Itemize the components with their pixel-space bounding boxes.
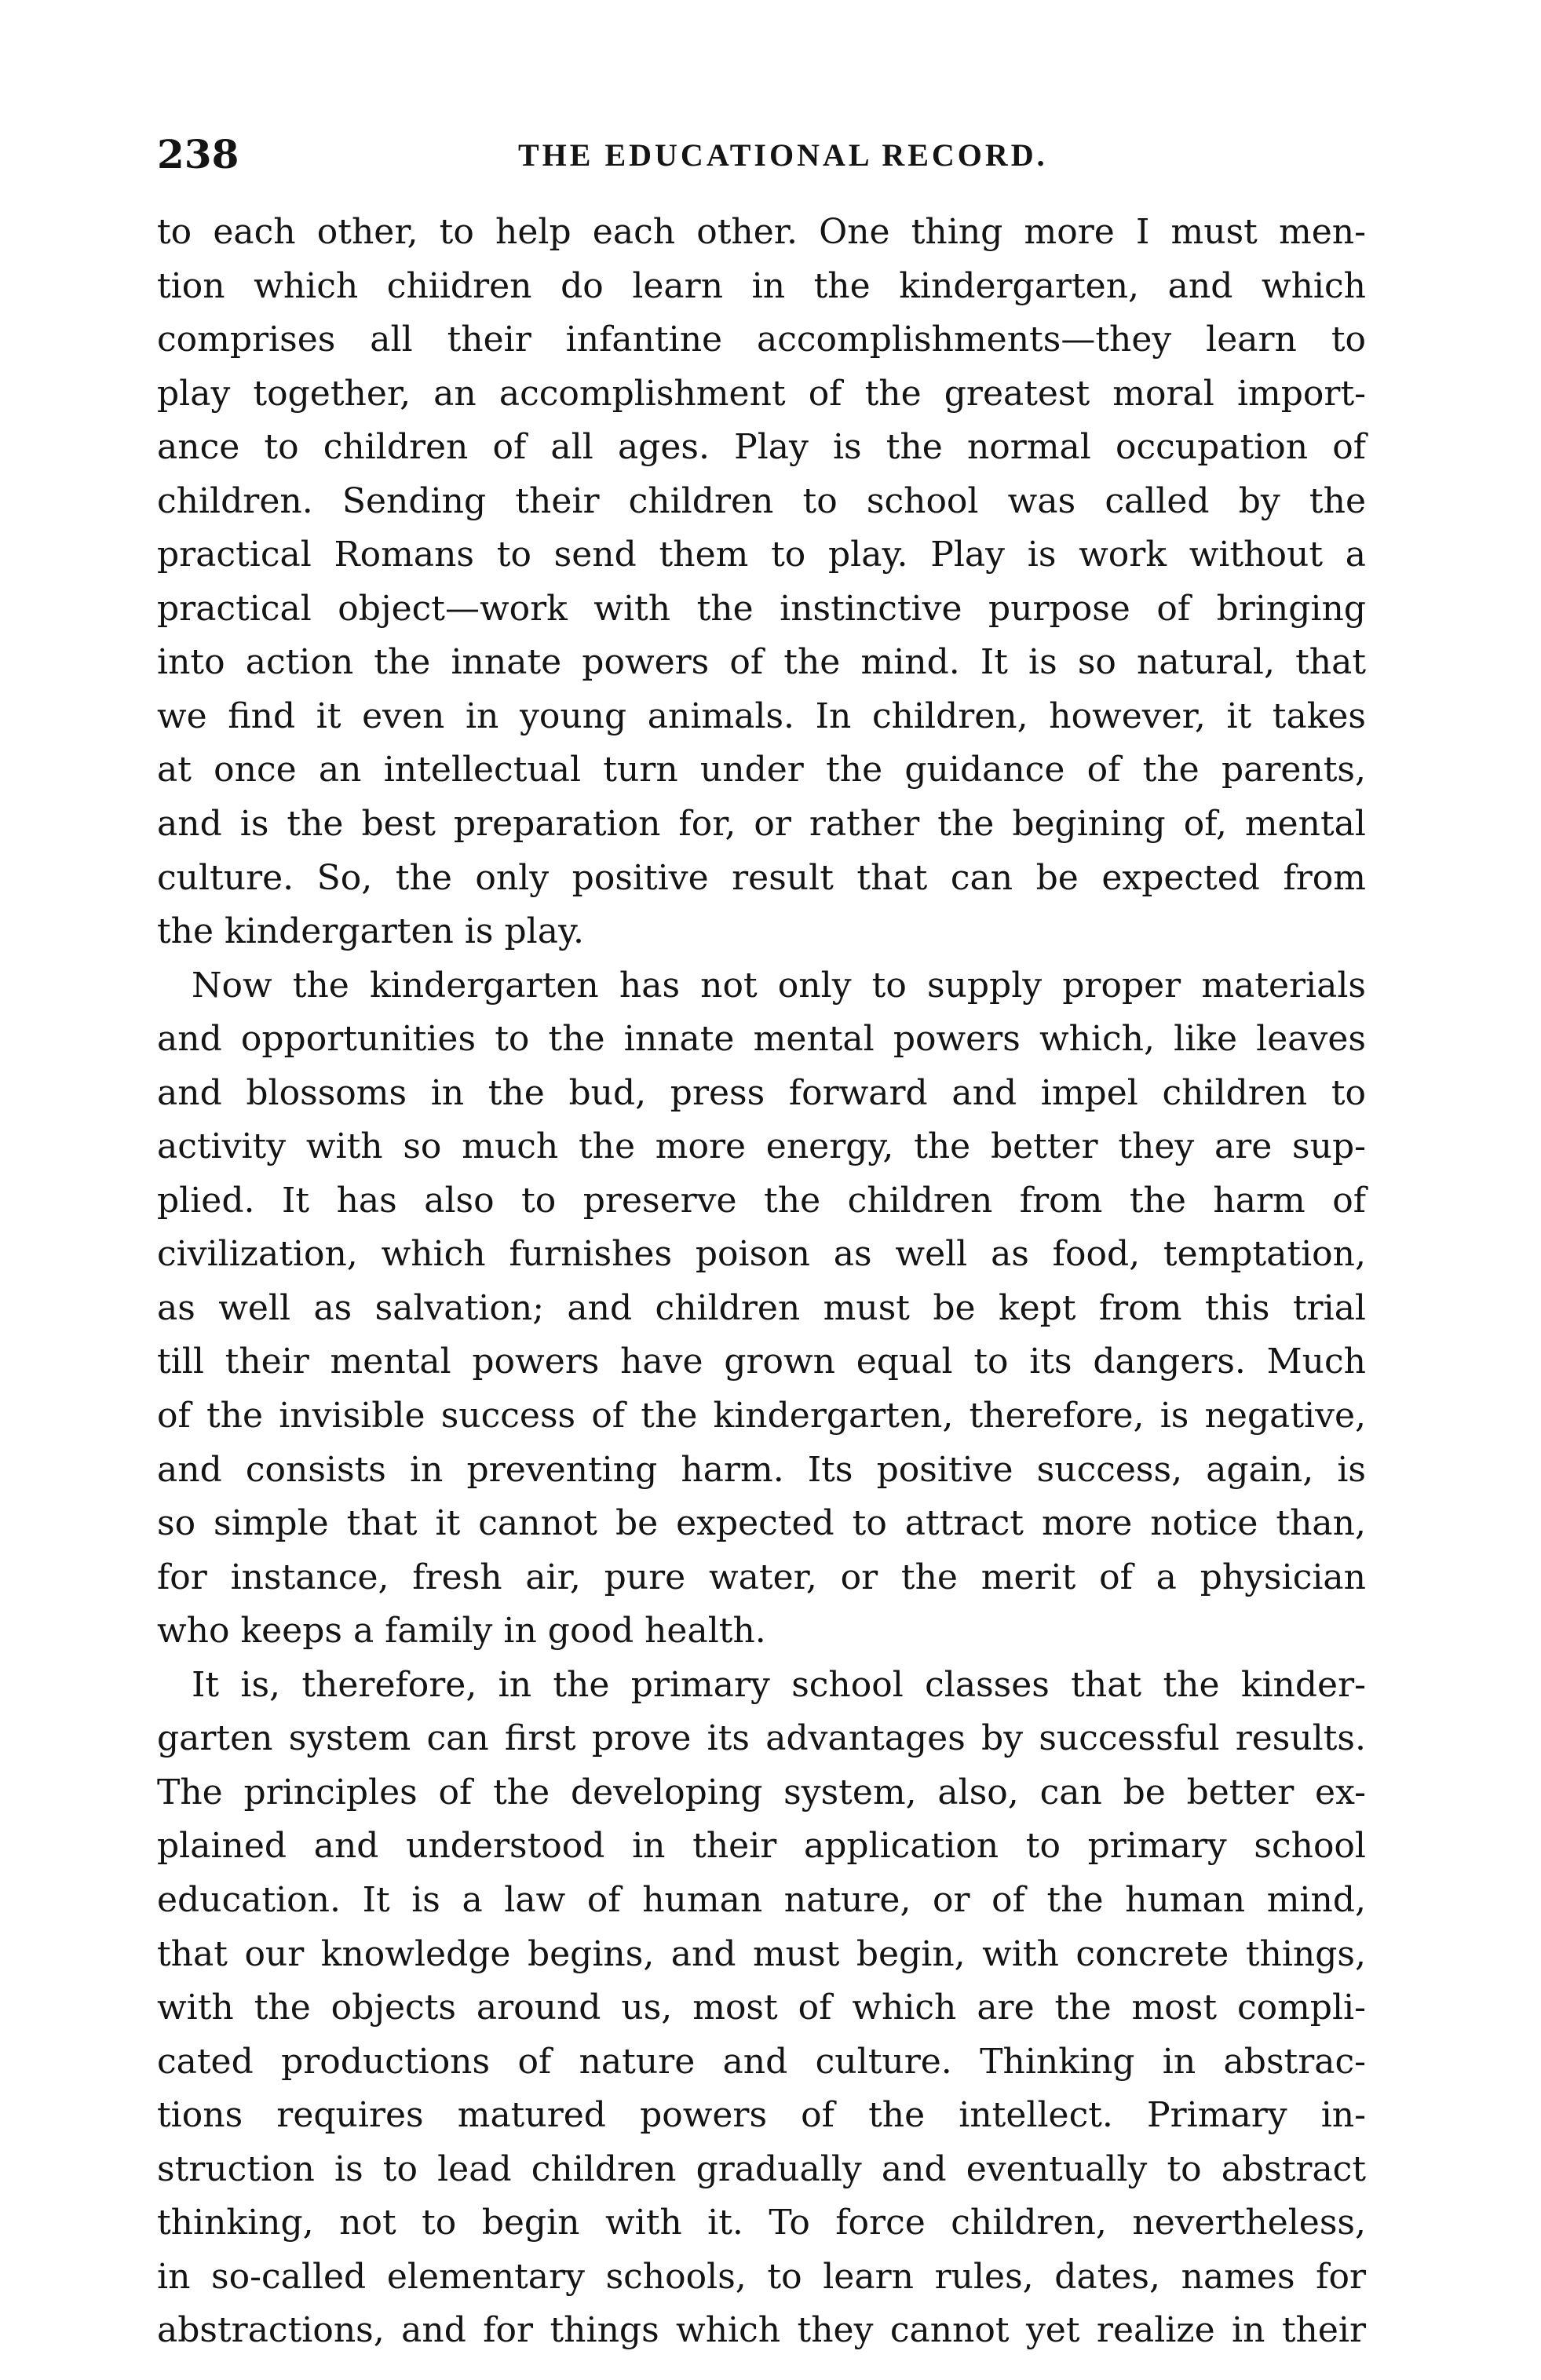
- text-line: garten system can first prove its advantages by successful results.: [157, 1718, 1366, 1759]
- journal-title: THE EDUCATIONAL RECORD.: [518, 137, 1048, 173]
- text-line: to each other, to help each other. One thing more I must men-: [157, 212, 1366, 252]
- text-line: comprises all their infantine accomplishments—they learn to: [157, 319, 1366, 360]
- paragraph-start-line: Now the kindergarten has not only to supply proper materials: [192, 965, 1366, 1006]
- text-line: education. It is a law of human nature, or of the human mind,: [157, 1879, 1366, 1920]
- text-line: tion which chiidren do learn in the kindergarten, and which: [157, 265, 1366, 306]
- text-line: at once an intellectual turn under the guidance of the parents,: [157, 750, 1366, 790]
- text-line: that our knowledge begins, and must begin, with concrete things,: [157, 1933, 1366, 1974]
- text-line: in so-called elementary schools, to learn rules, dates, names for: [157, 2256, 1366, 2297]
- text-line: civilization, which furnishes poison as well as food, temptation,: [157, 1234, 1366, 1275]
- running-head: [157, 127, 1366, 182]
- text-line: for instance, fresh air, pure water, or the merit of a physician: [157, 1557, 1366, 1597]
- text-line: tions requires matured powers of the intellect. Primary in-: [157, 2095, 1366, 2136]
- text-line: plained and understood in their application to primary school: [157, 1826, 1366, 1867]
- page-number: 238: [157, 131, 239, 177]
- text-line: practical object—work with the instinctive purpose of bringing: [157, 588, 1366, 629]
- text-line: practical Romans to send them to play. Play is work without a: [157, 535, 1366, 575]
- text-line: cated productions of nature and culture. Thinking in abstrac-: [157, 2041, 1366, 2082]
- text-line: and opportunities to the innate mental powers which, like leaves: [157, 1019, 1366, 1060]
- text-line: till their mental powers have grown equal to its dangers. Much: [157, 1341, 1366, 1382]
- text-line: plied. It has also to preserve the children from the harm of: [157, 1180, 1366, 1221]
- text-line: and consists in preventing harm. Its positive success, again, is: [157, 1449, 1366, 1490]
- paragraph-end-line: who keeps a family in good health.: [157, 1611, 766, 1652]
- text-line: into action the innate powers of the mind. It is so natural, that: [157, 642, 1366, 683]
- text-line: we find it even in young animals. In children, however, it takes: [157, 695, 1366, 736]
- text-line: play together, an accomplishment of the greatest moral import-: [157, 373, 1366, 414]
- text-line: of the invisible success of the kindergarten, therefore, is negative,: [157, 1396, 1366, 1436]
- text-line: activity with so much the more energy, the better they are sup-: [157, 1126, 1366, 1167]
- text-line: as well as salvation; and children must be kept from this trial: [157, 1287, 1366, 1328]
- text-line: and blossoms in the bud, press forward and impel children to: [157, 1072, 1366, 1113]
- body-text: [157, 206, 1366, 2358]
- paragraph-start-line: It is, therefore, in the primary school classes that the kinder-: [192, 1664, 1366, 1705]
- text-line: culture. So, the only positive result that can be expected from: [157, 857, 1366, 898]
- text-line: The principles of the developing system, also, can be better ex-: [157, 1772, 1366, 1812]
- paragraph-end-line: the kindergarten is play.: [157, 911, 584, 952]
- text-line: abstractions, and for things which they cannot yet realize in their: [157, 2310, 1366, 2351]
- text-line: struction is to lead children gradually and eventually to abstract: [157, 2148, 1366, 2189]
- text-line: and is the best preparation for, or rather the begining of, mental: [157, 804, 1366, 845]
- text-line: with the objects around us, most of which are the most compli-: [157, 1988, 1366, 2028]
- text-line: children. Sending their children to school was called by the: [157, 480, 1366, 521]
- text-line: ance to children of all ages. Play is the normal occupation of: [157, 427, 1366, 468]
- text-line: thinking, not to begin with it. To force children, nevertheless,: [157, 2203, 1366, 2243]
- text-line: so simple that it cannot be expected to attract more notice than,: [157, 1503, 1366, 1544]
